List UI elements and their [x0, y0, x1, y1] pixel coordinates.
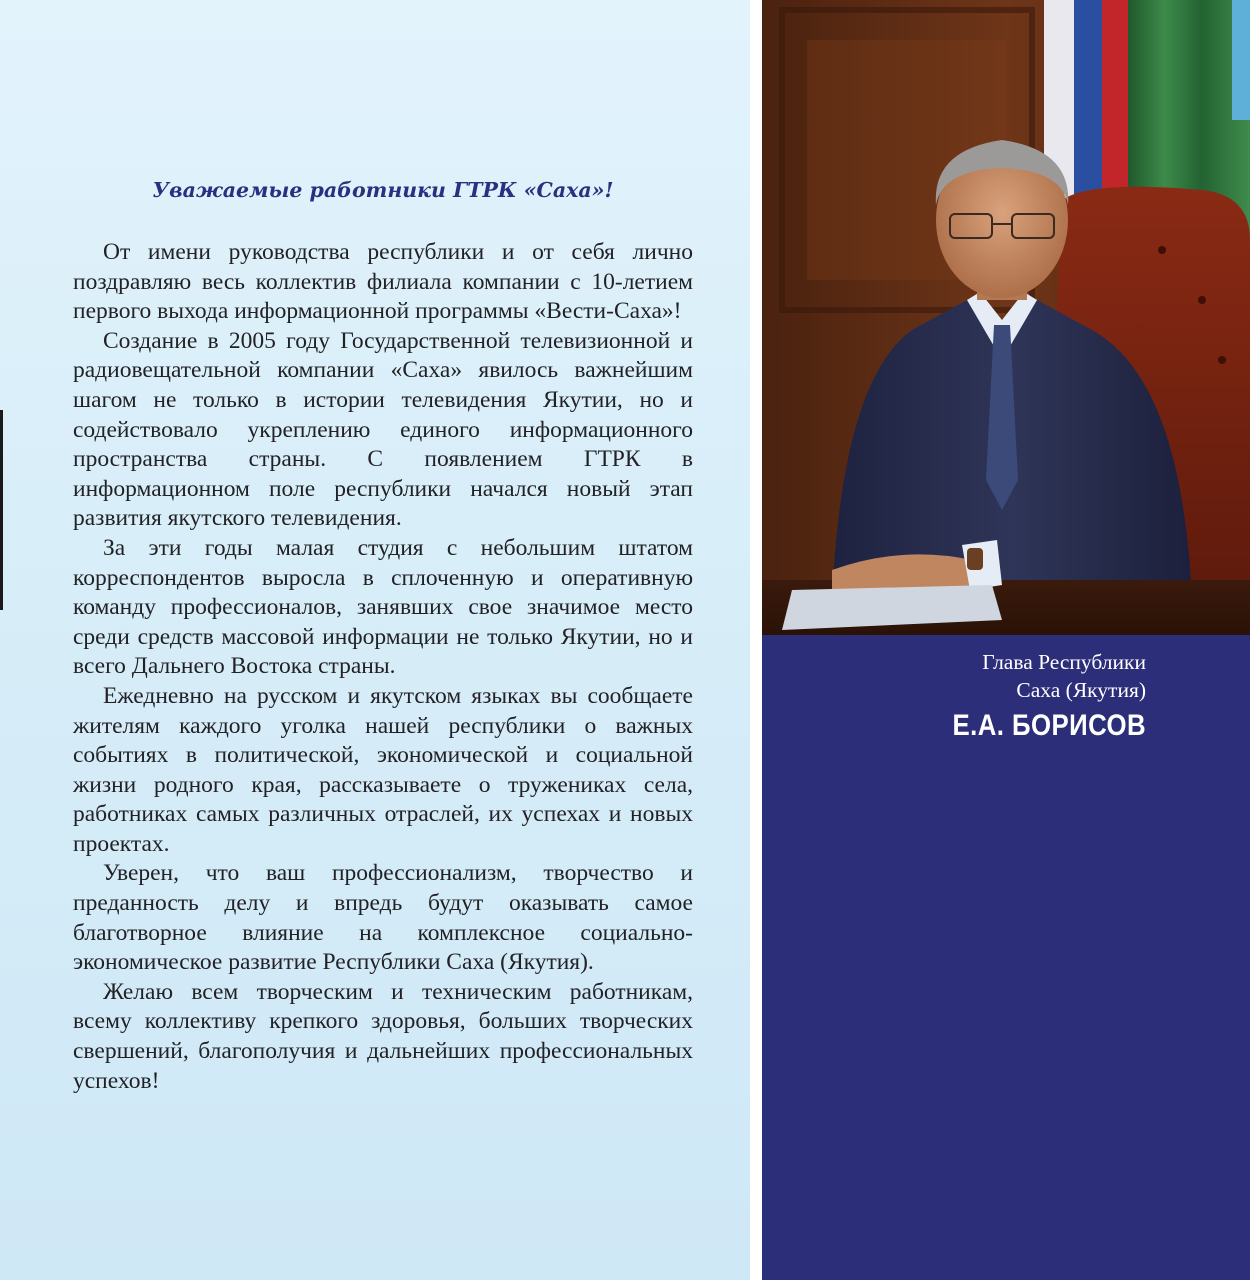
portrait-illustration [762, 0, 1250, 635]
caption-position-line-1: Глава Республики [982, 650, 1146, 674]
chair-button-2 [1198, 296, 1206, 304]
yakutia-flag-edge [1232, 0, 1250, 120]
portrait-photo [762, 0, 1250, 635]
letter-paragraph-6: Желаю всем творческим и техническим работникам, всему коллективу крепкого здоровья, больших творческих свершений, благополучия и дальнейших профессиональных успехов! [73, 978, 693, 1094]
chair-button-3 [1218, 356, 1226, 364]
caption-position-line-2: Саха (Якутия) [1016, 678, 1146, 702]
letter-title: Уважаемые работники ГТРК «Саха»! [152, 178, 614, 202]
chair-button-1 [1158, 246, 1166, 254]
portrait-caption [921, 648, 1146, 744]
flag-blue-stripe [1074, 0, 1102, 215]
letter-paragraph-3: За эти годы малая студия с небольшим штатом корреспондентов выросла в сплоченную и оперативную команду профессионалов, занявших свое значимое место среди средств массовой информации не только Якутии, но и всего Дальнего Востока страны. [73, 534, 693, 680]
letter-paragraph-5: Уверен, что ваш профессионализм, творчество и преданность делу и впредь будут оказывать самое благотворное влияние на комплексное социально-экономическое развитие Республики Саха (Якутия). [73, 860, 693, 976]
page-edge-mark [0, 410, 3, 610]
wristwatch [967, 548, 983, 570]
letter-paragraph-4: Ежедневно на русском и якутском языках вы сообщаете жителям каждого уголка нашей республики о важных событиях в политической, экономической и социальной жизни родного края, рассказываете о тружениках села, работниках самых различных отраслей, их успехах и новых проектах. [73, 682, 693, 857]
letter-body [73, 238, 693, 1096]
letter-paragraph-2: Создание в 2005 году Государственной телевизионной и радиовещательной компании «Саха» явилось важнейшим шагом не только в истории телевидения Якутии, но и содействовало укреплению единого информационного пространства страны. С появлением ГТРК в информационном поле республики начался новый этап развития якутского телевидения. [73, 327, 693, 532]
letter-paragraph-1: От имени руководства республики и от себя лично поздравляю весь коллектив филиала компании с 10-летием первого выхода информационной программы «Вести-Саха»! [73, 239, 693, 325]
portrait-page [762, 0, 1250, 1280]
page-gutter [750, 0, 762, 1280]
caption-name: Е.А. БОРИСОВ [952, 709, 1146, 742]
